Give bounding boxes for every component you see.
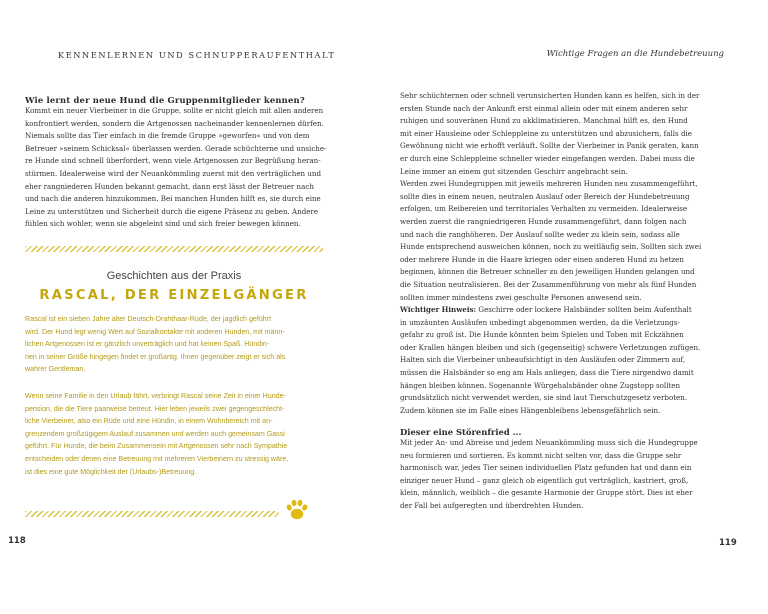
text-line: Mit jeder An- und Abreise und jedem Neuankömmling muss sich die Hundegruppe [400, 438, 698, 447]
text-line: stürmen. Idealerweise wird der Neuankömmling zuerst mit den verträglichen und [25, 168, 322, 178]
text-line: Leine zu unterstützen und Sicherheit durch die eigene Präsenz zu geben. Andere [25, 206, 319, 216]
right-body-text-2 [400, 437, 698, 513]
text-line: Gewöhnung nicht wie erhofft verläuft. Sollte der Vierbeiner in Panik geraten, kann [400, 141, 699, 151]
subheading-stoerenfried: Dieser eine Störenfried ... [400, 427, 522, 437]
text-line: sollten immer mindestens zwei geschulte Personen anwesend sein. [400, 292, 642, 302]
text-line: oder Krallen hängen bleiben und sich (gegenseitig) schwere Verletzungen zufügen. [400, 342, 701, 352]
box-title: RASCAL, DER EINZELGÄNGER [39, 288, 309, 303]
text-line: Zudem können sie im Falle eines Hängenbleibens lebensgefährlich sein. [400, 405, 661, 415]
right-body-text [400, 90, 701, 417]
text-line: hängen bleiben können. Sogenannte Würgehalsbänder ohne Zugstopp sollten [400, 380, 681, 390]
text-line: geführt. Für Hunde, die beim Zusammensein mit Artgenossen sehr nach Sympathie [25, 442, 288, 451]
text-line: beginnen, können die Betreuer schneller zu den jeweiligen Hunden gelangen und [400, 267, 695, 277]
left-body-text [25, 105, 326, 231]
text-line: grundsätzlich nicht verwendet werden, sie sind laut Tierschutzgesetz verboten. [400, 393, 688, 403]
text-line: oder mehrere Hunde in die Haare kriegen oder einen anderen Hund zu hetzen [400, 254, 684, 264]
hint-first-line-text: Geschirre oder lockere Halsbänder sollten beim Aufenthalt [476, 305, 692, 315]
text-line: müssen die Halsbänder so eng am Hals anliegen, dass die Tiere nirgendwo damit [400, 368, 694, 378]
text-line: grenzendem großzügigem Auslauf zusammen und werden auch gemeinsam Gassi [25, 429, 285, 438]
right-page [384, 0, 768, 614]
text-line: erfolgen, um Reibereien und territoriales Verhalten zu vermeiden. Idealerweise [400, 204, 688, 214]
text-line: lichen Artgenossen ist er gänzlich unverträglich und hat keinen Spaß. Hündin- [25, 340, 270, 349]
text-line: entscheiden oder denen eine Betreuung mit mehreren Vierbeinern zu stressig wäre, [25, 454, 289, 463]
text-line: Werden zwei Hundegruppen mit jeweils mehreren Hunden neu zusammengeführt, [400, 179, 698, 189]
section-heading: Wie lernt der neue Hund die Gruppenmitglieder kennen? [25, 95, 305, 105]
text-line: die Situation neutralisieren. Bei der Zusammenführung von mehr als fünf Hunden [400, 279, 697, 289]
text-line: konfrontiert werden, sondern die Artgenossen nacheinander kennenlernen dürfen. [25, 118, 324, 128]
text-line: ist dies eine gute Möglichkeit der (Urlaubs-)Betreuung. [25, 467, 197, 476]
text-line: und nach die ranghöheren. Der Auslauf sollte weder zu klein sein, sodass alle [400, 229, 680, 239]
text-line: wird. Der Hund legt wenig Wert auf Sozialkontakte mit anderen Hunden, mit männ- [25, 327, 285, 336]
text-line: nen in seiner Größe hingegen findet er großartig. Ihnen gegenüber zeigt er sich als [25, 352, 286, 361]
paw-print-icon [284, 497, 310, 523]
text-line: ruhigen und souveränen Hund zu akklimatisieren. Manchmal hilft es, den Hund [400, 116, 688, 126]
text-line: einziger neuer Hund – ganz gleich ob eigentlich gut verträglich, kastriert, groß, [400, 475, 689, 485]
text-line: Betreuer »seinem Schicksal« überlassen werden. Gerade schüchterne und unsiche- [25, 143, 327, 153]
text-line: re Hunde sind schnell überfordert, wenn viele Artgenossen zur Begrüßung heran- [25, 156, 321, 166]
text-line: Kommt ein neuer Vierbeiner in die Gruppe, sollte er nicht gleich mit allen anderen [25, 106, 324, 115]
hatch-divider-top [25, 246, 323, 252]
text-line: eher rangniederen Hunden bekannt gemacht, dann erst lässt der Betreuer nach [25, 181, 314, 191]
text-line: Halten sich die Vierbeiner unbeaufsichtigt in den Ausläufen oder Zimmern auf, [400, 355, 686, 365]
hatch-divider-bottom [25, 511, 279, 517]
text-line: ersten Stunde nach der Ankunft erst einmal allein oder mit einem anderen sehr [400, 103, 688, 113]
text-line: fühlen sich wohler, wenn sie abgeleint sind und sich freier bewegen können. [25, 219, 301, 229]
text-line: Sehr schüchternen oder schnell verunsicherten Hunden kann es helfen, sich in der [400, 91, 700, 100]
text-line: Wenn seine Familie in den Urlaub fährt, verbringt Rascal seine Zeit in einer Hunde- [25, 392, 286, 400]
box-paragraph-1 [25, 313, 285, 376]
text-line: in umzäunten Ausläufen unbedingt abgenommen werden, da die Verletzungs- [400, 317, 680, 327]
text-line: sollte dies in einem neuen, neutralen Auslauf oder Bereich der Hundebetreuung [400, 191, 690, 201]
text-line: wahrer Gentleman. [25, 365, 86, 374]
text-line: der Fall bei aufgeregten und überdrehten Hunden. [400, 500, 584, 510]
text-line: Hunde entsprechend ausweichen können, noch zu weitläufig sein. Sollten sich zwei [400, 242, 702, 252]
text-line: neu formieren und sortieren. Es kommt nicht selten vor, dass die Gruppe sehr [400, 450, 682, 460]
text-line: klein, männlich, weiblich – die gesamte Harmonie der Gruppe stört. Dies ist eher [400, 488, 693, 498]
text-line: gefahr zu groß ist. Die Hunde könnten beim Spielen und Toben mit Eckzähnen [400, 330, 684, 340]
box-subtitle: Geschichten aus der Praxis [106, 270, 242, 282]
text-line: Niemals sollte das Tier einfach in die fremde Gruppe »geworfen« und von dem [25, 131, 310, 141]
text-line: Rascal ist ein sieben Jahre alter Deutsch-Drahthaar-Rüde, der jagdlich geführt [25, 315, 272, 323]
text-line: liche Vierbeiner, also ein Rüde und eine Hündin, in einem Wohnbereich mit an- [25, 417, 273, 426]
running-head-left: KENNENLERNEN UND SCHNUPPERAUFENTHALT [58, 50, 336, 60]
box-paragraph-2 [25, 390, 288, 478]
running-head-right: Wichtige Fragen an die Hundebetreuung [546, 49, 724, 59]
text-line: pension, die die Tiere paarweise betreut. Hier leben jeweils zwei gegengeschlecht- [25, 404, 285, 413]
text-line: werden zuerst die rangniedrigeren Hunde zusammengeführt, dann folgen nach [400, 216, 687, 226]
hint-label: Wichtiger Hinweis: [400, 305, 477, 315]
text-line: er durch eine Schleppleine schneller wieder eingefangen werden. Dabei muss die [400, 153, 695, 163]
text-line: harmonisch war, jedes Tier seinen individuellen Platz gefunden hat und dann ein [400, 463, 692, 473]
text-line: mit einer Hausleine oder Schleppleine zu unterstützen und abzusichern, falls die [400, 128, 692, 138]
hint-first-line [400, 304, 701, 317]
page-number-left: 118 [8, 536, 26, 546]
page-number-right: 119 [719, 538, 737, 548]
text-line: Leine immer an einem gut sitzenden Geschirr angebracht sein. [400, 166, 628, 176]
text-line: und nach die anderen hinzukommen. Bei manchen Hunden hilft es, sie durch eine [25, 194, 321, 204]
